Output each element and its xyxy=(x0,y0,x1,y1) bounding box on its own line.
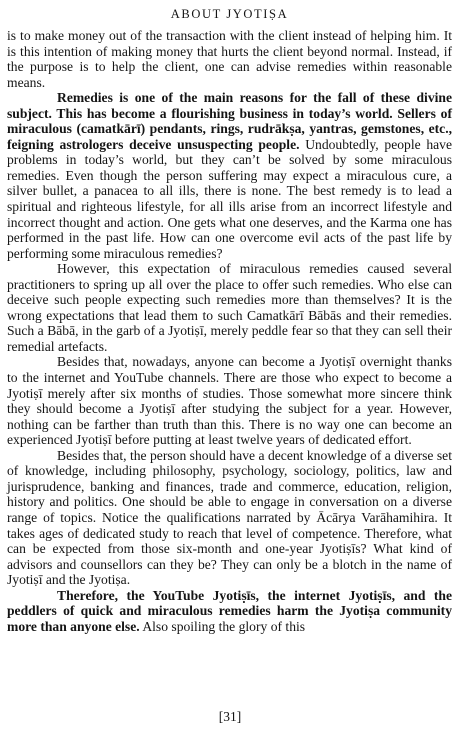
paragraph-text: Besides that, the person should have a decent knowledge of a diverse set of knowledge, including philosophy, psychology, sociology, politics, law and jurisprudence, banking and finances, trade and commerce, education, religion, history and politics. One should be able to engage in conversation on a diverse range of topics. Notice the qualifications narrated by Ācārya Varāhamihira. It takes ages of dedicated study to reach that level of competence. Therefore, what can be expected from those six-month and one-year Jyotiṣīs? What kind of advisors and counsellors can they be? They can only be a blotch in the name of Jyotiṣī and the Jyotiṣa. xyxy=(7,447,452,588)
bold-emphasis: Remedies is one of the main reasons for the fall of these divine subject. This has become a flourishing business in today’s world. Sellers of miraculous (camatkārī) pendants, rings, rudrākṣa, yantras, gemstones, etc., feigning astrologers deceive unsuspecting people. xyxy=(7,90,452,152)
running-head: ABOUT JYOTIṢA xyxy=(170,7,289,21)
paragraph-text: Besides that, nowadays, anyone can become a Jyotiṣī overnight thanks to the internet and YouTube channels. There are those who expect to become a Jyotiṣī merely after six months of studies. Those somewhat more sincere think they should become a Jyotiṣī after studying the subject for a year. However, nothing can be farther than truth than this. There is no way one can become an experienced Jyotiṣī before putting at least twelve years of dedicated effort. xyxy=(7,354,452,448)
body-text xyxy=(7,28,452,634)
paragraph-continued xyxy=(7,28,452,90)
paragraph-overnight xyxy=(7,354,452,447)
paragraph-text: However, this expectation of miraculous remedies caused several practitioners to spring up all over the place to offer such remedies. Who else can deceive such people expecting such remedies more than themselves? It is the wrong expectations that lead them to such Camatkārī Bābās and their remedies. Such a Bābā, in the garb of a Jyotiṣī, merely peddle fear so that they can sell their remedial artefacts. xyxy=(7,261,452,354)
paragraph-conclusion xyxy=(7,588,452,635)
paragraph-knowledge xyxy=(7,448,452,588)
page-number: [31] xyxy=(218,709,242,724)
paragraph-expectation xyxy=(7,261,452,354)
paragraph-text: Undoubtedly, people have problems in today’s world, but they can’t be solved by some miraculous remedies. Even though the person suffering may expect a miraculous cure, a silver bullet, a panacea to all ills, there is none. The best remedy is to lead a spiritual and righteous lifestyle, for all ills arise from an incorrect lifestyle and incorrect thought and action. One gets what one deserves, and the Karma one has performed in the past life. How can one overcome evil acts of the past life by performing some miraculous remedies? xyxy=(7,136,452,261)
paragraph-text: Also spoiling the glory of this xyxy=(139,618,306,634)
paragraph-remedies xyxy=(7,90,452,261)
bold-emphasis: Therefore, the YouTube Jyotiṣīs, the internet Jyotiṣīs, and the peddlers of quick and miraculous remedies harm the Jyotiṣa community more than anyone else. xyxy=(7,587,452,634)
paragraph-text: is to make money out of the transaction with the client instead of helping him. It is this intention of making money that hurts the client beyond normal. Instead, if the purpose is to help the client, one can advise remedies within reasonable means. xyxy=(7,28,452,90)
page xyxy=(7,6,452,634)
